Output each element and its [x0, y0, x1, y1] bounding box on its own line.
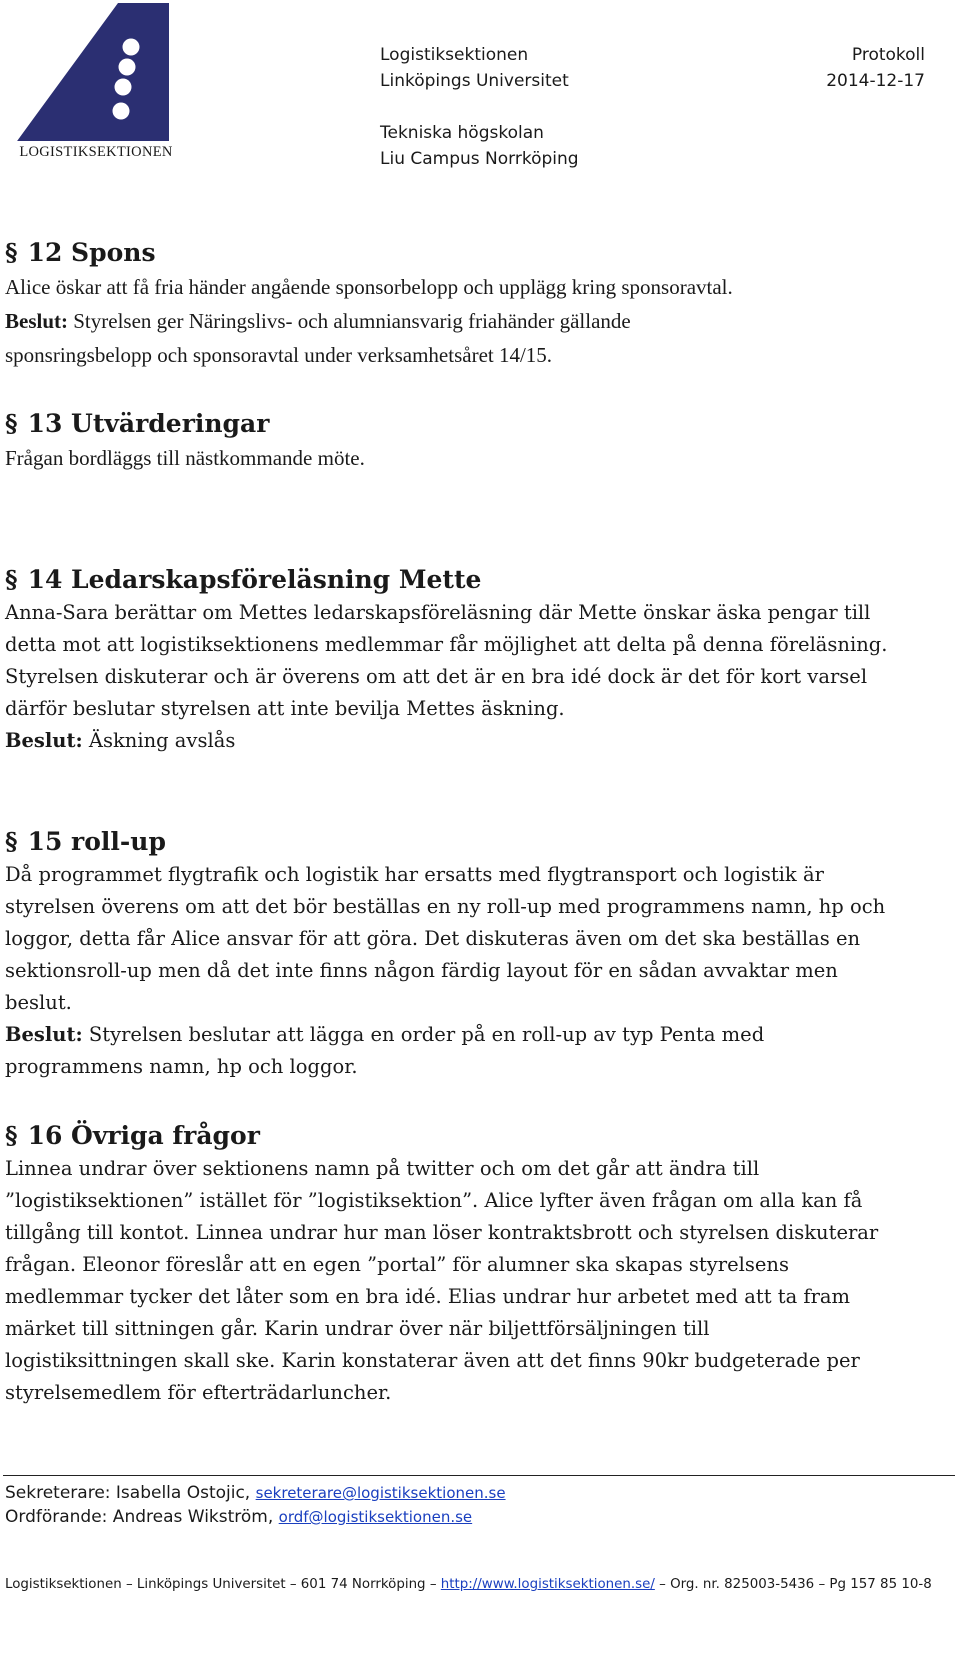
doc-type: Protokoll: [851, 45, 925, 65]
paragraph-symbol: §: [5, 238, 18, 267]
footer-divider: [3, 1475, 955, 1476]
section-text: Då programmet flygtrafik och logistik har ersatts med flygtransport och logistik är: [5, 863, 824, 886]
section-heading: [5, 563, 955, 597]
paragraph-symbol: §: [5, 827, 18, 856]
org-name: Logistiksektionen: [380, 45, 529, 65]
decision-line: [5, 725, 955, 757]
decision-text: Styrelsen ger Näringslivs- och alumniansvarig friahänder gällande: [68, 309, 631, 333]
section-text: Linnea undrar över sektionens namn på twitter och om det går att ändra till: [5, 1157, 760, 1180]
section-heading: [5, 1119, 955, 1153]
address-line: [5, 1577, 932, 1592]
section-13: [5, 407, 955, 475]
org-name-block: [380, 42, 569, 94]
section-title: 12 Spons: [27, 238, 156, 267]
section-text: styrelsemedlem för efterträdarluncher.: [5, 1381, 392, 1404]
section-heading: [5, 825, 955, 859]
section-text: frågan. Eleonor föreslår att en egen ”portal” för alumner ska skapas styrelsens: [5, 1253, 789, 1276]
section-16: [5, 1119, 955, 1409]
section-title: 14 Ledarskapsföreläsning Mette: [27, 565, 482, 594]
section-text: beslut.: [5, 991, 72, 1014]
campus-name: Liu Campus Norrköping: [380, 149, 579, 169]
decision-text-cont: programmens namn, hp och loggor.: [5, 1055, 358, 1078]
university-name: Linköpings Universitet: [380, 71, 569, 91]
section-text: medlemmar tycker det låter som en bra idé. Elias undrar hur arbetet med att ta fram: [5, 1285, 851, 1308]
section-title: 16 Övriga frågor: [27, 1121, 260, 1150]
website-link[interactable]: http://www.logistiksektionen.se/: [440, 1577, 655, 1592]
secretary-email-link[interactable]: sekreterare@logistiksektionen.se: [255, 1484, 506, 1502]
campus-block: [380, 120, 579, 172]
decision-label: Beslut:: [5, 729, 83, 752]
paragraph-symbol: §: [5, 409, 18, 438]
address-text: Logistiksektionen – Linköpings Universitet – 601 74 Norrköping –: [5, 1577, 441, 1592]
chair-line: [5, 1507, 472, 1527]
section-text: loggor, detta får Alice ansvar för att göra. Det diskuteras även om det ska beställas en: [5, 927, 861, 950]
secretary-line: [5, 1483, 506, 1503]
section-text: Styrelsen diskuterar och är överens om att det är en bra idé dock är det för kort varsel: [5, 665, 868, 688]
decision-line: [5, 304, 955, 338]
org-number-text: – Org. nr. 825003-5436 – Pg 157 85 10-8: [654, 1577, 932, 1592]
section-title: 15 roll-up: [27, 827, 166, 856]
section-14: [5, 563, 955, 757]
section-text: styrelsen överens om att det bör beställas en ny roll-up med programmens namn, hp och: [5, 895, 886, 918]
doc-meta: [826, 42, 925, 94]
section-15: [5, 825, 955, 1083]
logo-text: LOGISTIKSEKTIONEN: [19, 144, 173, 160]
section-heading: [5, 236, 955, 270]
decision-text: Äskning avslås: [82, 729, 236, 752]
logo-mark-icon: [17, 3, 169, 141]
decision-line: [5, 1019, 955, 1051]
section-text: ”logistiksektionen” istället för ”logistiksektion”. Alice lyfter även frågan om alla kan få: [5, 1189, 863, 1212]
secretary-label: Sekreterare: Isabella Ostojic,: [5, 1483, 256, 1503]
section-text: logistiksittningen skall ske. Karin konstaterar även att det finns 90kr budgeterade per: [5, 1349, 860, 1372]
paragraph-symbol: §: [5, 565, 18, 594]
decision-label: Beslut:: [5, 309, 68, 333]
section-text: Alice öskar att få fria händer angående sponsorbelopp och upplägg kring sponsoravtal.: [5, 275, 733, 299]
chair-label: Ordförande: Andreas Wikström,: [5, 1507, 279, 1527]
faculty-name: Tekniska högskolan: [380, 123, 544, 143]
section-12: [5, 236, 955, 372]
minutes-content: [5, 236, 955, 1409]
section-heading: [5, 407, 955, 441]
decision-label: Beslut:: [5, 1023, 83, 1046]
chair-email-link[interactable]: ordf@logistiksektionen.se: [278, 1508, 473, 1526]
section-text: detta mot att logistiksektionens medlemmar får möjlighet att delta på denna föreläsning.: [5, 633, 888, 656]
section-title: 13 Utvärderingar: [27, 409, 270, 438]
logo: [14, 0, 173, 164]
section-text: Frågan bordläggs till nästkommande möte.: [5, 446, 365, 470]
section-text: tillgång till kontot. Linnea undrar hur man löser kontraktsbrott och styrelsen diskuterar: [5, 1221, 879, 1244]
decision-text: Styrelsen beslutar att lägga en order på en roll-up av typ Penta med: [82, 1023, 765, 1046]
doc-date: 2014-12-17: [826, 71, 925, 91]
section-text: märket till sittningen går. Karin undrar över när biljettförsäljningen till: [5, 1317, 710, 1340]
section-text: Anna-Sara berättar om Mettes ledarskapsföreläsning där Mette önskar äska pengar till: [5, 601, 871, 624]
section-text: sektionsroll-up men då det inte finns någon färdig layout för en sådan avvaktar men: [5, 959, 838, 982]
section-text: därför beslutar styrelsen att inte bevilja Mettes äskning.: [5, 697, 565, 720]
decision-text-cont: sponsringsbelopp och sponsoravtal under verksamhetsåret 14/15.: [5, 343, 553, 367]
paragraph-symbol: §: [5, 1121, 18, 1150]
